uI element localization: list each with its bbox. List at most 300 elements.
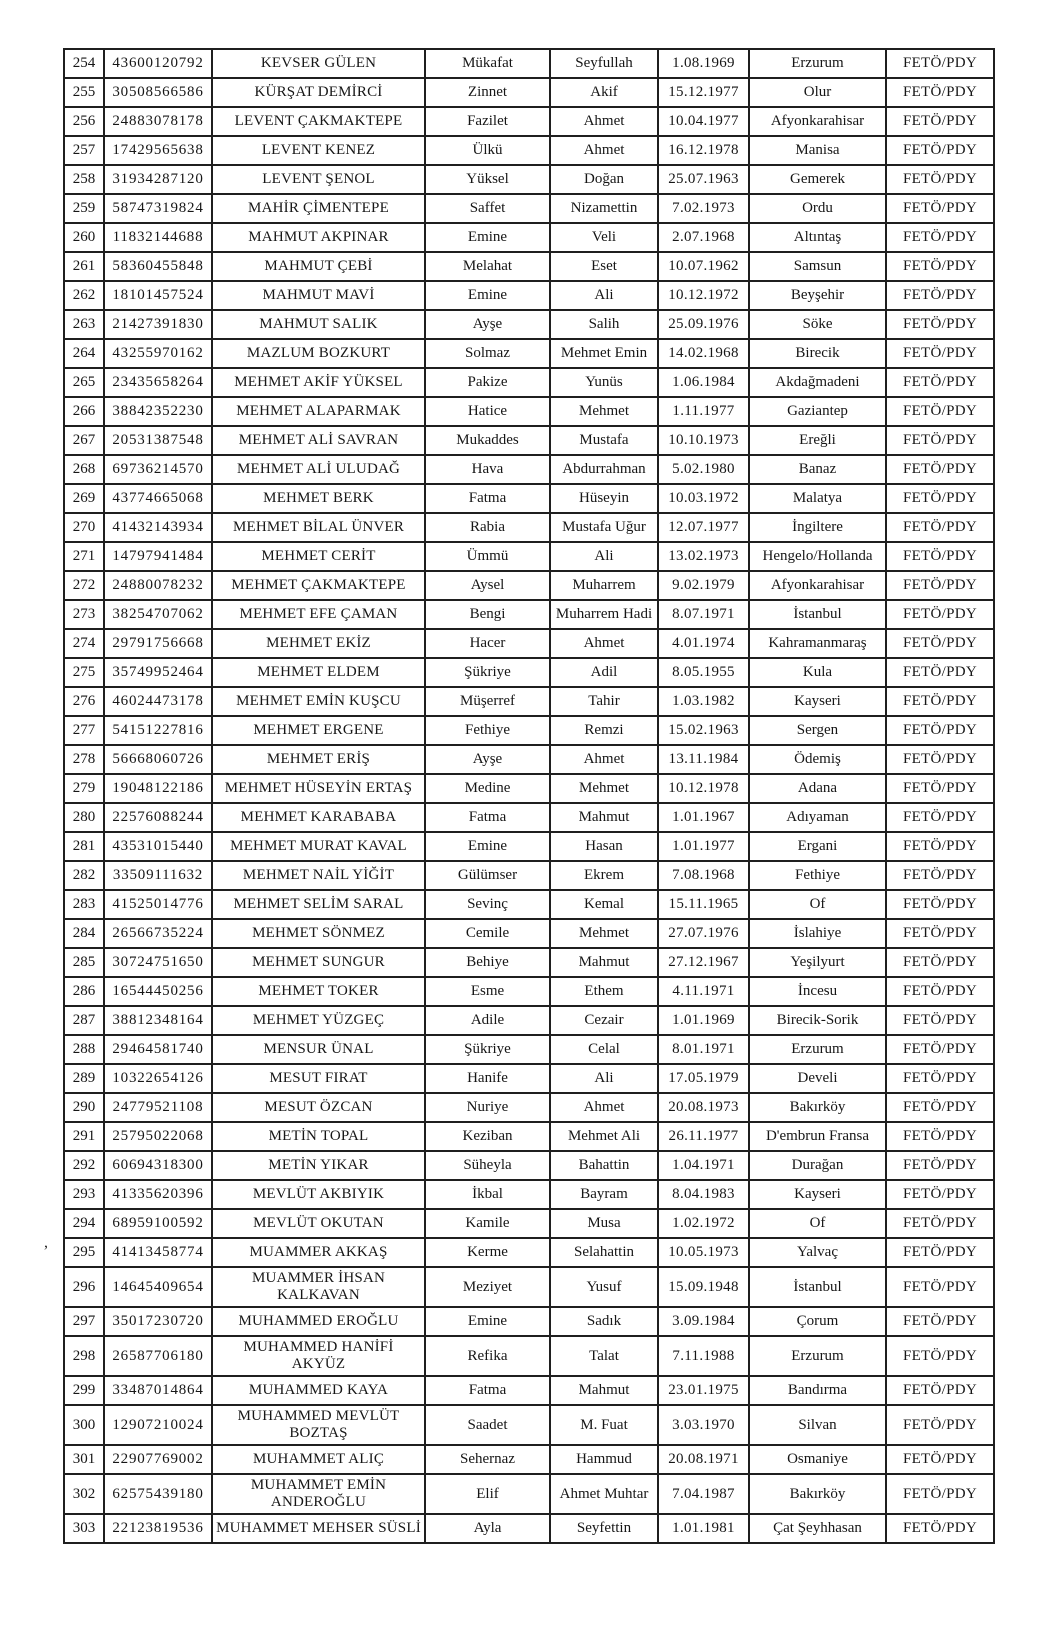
cell-organization: FETÖ/PDY bbox=[886, 1093, 994, 1122]
table-row bbox=[64, 774, 994, 803]
cell-mother-name: Ayşe bbox=[425, 745, 550, 774]
cell-birth-date: 8.04.1983 bbox=[658, 1180, 749, 1209]
cell-birth-date: 3.03.1970 bbox=[658, 1405, 749, 1445]
cell-full-name: MEHMET HÜSEYİN ERTAŞ bbox=[212, 774, 425, 803]
cell-father-name: Celal bbox=[550, 1035, 658, 1064]
table-row bbox=[64, 1093, 994, 1122]
cell-birth-date: 7.08.1968 bbox=[658, 861, 749, 890]
cell-father-name: Musa bbox=[550, 1209, 658, 1238]
cell-national-id: 54151227816 bbox=[104, 716, 212, 745]
cell-father-name: Mustafa Uğur bbox=[550, 513, 658, 542]
cell-birth-place: İstanbul bbox=[749, 1267, 886, 1307]
cell-mother-name: Fatma bbox=[425, 484, 550, 513]
cell-father-name: Mehmet Emin bbox=[550, 339, 658, 368]
cell-full-name: MEHMET EFE ÇAMAN bbox=[212, 600, 425, 629]
table-row bbox=[64, 687, 994, 716]
cell-father-name: Hasan bbox=[550, 832, 658, 861]
cell-national-id: 38842352230 bbox=[104, 397, 212, 426]
cell-national-id: 35749952464 bbox=[104, 658, 212, 687]
cell-organization: FETÖ/PDY bbox=[886, 513, 994, 542]
cell-national-id: 33509111632 bbox=[104, 861, 212, 890]
cell-birth-place: Çorum bbox=[749, 1307, 886, 1336]
cell-full-name: MEHMET KARABABA bbox=[212, 803, 425, 832]
cell-birth-date: 7.04.1987 bbox=[658, 1474, 749, 1514]
cell-mother-name: Kamile bbox=[425, 1209, 550, 1238]
cell-full-name: MEHMET ALAPARMAK bbox=[212, 397, 425, 426]
cell-row-number: 256 bbox=[64, 107, 104, 136]
cell-national-id: 25795022068 bbox=[104, 1122, 212, 1151]
cell-mother-name: Hanife bbox=[425, 1064, 550, 1093]
cell-mother-name: Ayşe bbox=[425, 310, 550, 339]
cell-row-number: 302 bbox=[64, 1474, 104, 1514]
cell-mother-name: Aysel bbox=[425, 571, 550, 600]
cell-birth-date: 1.01.1981 bbox=[658, 1514, 749, 1543]
cell-national-id: 43774665068 bbox=[104, 484, 212, 513]
cell-organization: FETÖ/PDY bbox=[886, 1307, 994, 1336]
cell-mother-name: Medine bbox=[425, 774, 550, 803]
cell-national-id: 14797941484 bbox=[104, 542, 212, 571]
cell-national-id: 33487014864 bbox=[104, 1376, 212, 1405]
cell-birth-place: Olur bbox=[749, 78, 886, 107]
cell-full-name: METİN TOPAL bbox=[212, 1122, 425, 1151]
cell-national-id: 16544450256 bbox=[104, 977, 212, 1006]
cell-row-number: 276 bbox=[64, 687, 104, 716]
cell-row-number: 297 bbox=[64, 1307, 104, 1336]
cell-mother-name: Fatma bbox=[425, 1376, 550, 1405]
cell-row-number: 285 bbox=[64, 948, 104, 977]
cell-national-id: 26587706180 bbox=[104, 1336, 212, 1376]
cell-row-number: 300 bbox=[64, 1405, 104, 1445]
cell-birth-place: Yeşilyurt bbox=[749, 948, 886, 977]
cell-father-name: Selahattin bbox=[550, 1238, 658, 1267]
cell-birth-place: Çat Şeyhhasan bbox=[749, 1514, 886, 1543]
cell-mother-name: İkbal bbox=[425, 1180, 550, 1209]
cell-organization: FETÖ/PDY bbox=[886, 78, 994, 107]
cell-organization: FETÖ/PDY bbox=[886, 397, 994, 426]
cell-birth-date: 1.01.1969 bbox=[658, 1006, 749, 1035]
cell-birth-date: 4.01.1974 bbox=[658, 629, 749, 658]
cell-father-name: Nizamettin bbox=[550, 194, 658, 223]
cell-national-id: 58360455848 bbox=[104, 252, 212, 281]
cell-full-name: MEVLÜT OKUTAN bbox=[212, 1209, 425, 1238]
table-row bbox=[64, 252, 994, 281]
cell-birth-date: 1.08.1969 bbox=[658, 49, 749, 78]
table-row bbox=[64, 542, 994, 571]
cell-row-number: 271 bbox=[64, 542, 104, 571]
cell-birth-date: 10.03.1972 bbox=[658, 484, 749, 513]
cell-organization: FETÖ/PDY bbox=[886, 310, 994, 339]
table-row bbox=[64, 919, 994, 948]
cell-mother-name: Pakize bbox=[425, 368, 550, 397]
cell-father-name: Hüseyin bbox=[550, 484, 658, 513]
cell-father-name: Muharrem bbox=[550, 571, 658, 600]
cell-birth-date: 7.11.1988 bbox=[658, 1336, 749, 1376]
cell-organization: FETÖ/PDY bbox=[886, 426, 994, 455]
cell-mother-name: Şükriye bbox=[425, 1035, 550, 1064]
table-row bbox=[64, 658, 994, 687]
cell-birth-date: 2.07.1968 bbox=[658, 223, 749, 252]
cell-national-id: 30508566586 bbox=[104, 78, 212, 107]
table-row bbox=[64, 1405, 994, 1445]
cell-organization: FETÖ/PDY bbox=[886, 1336, 994, 1376]
cell-mother-name: Sehernaz bbox=[425, 1445, 550, 1474]
cell-national-id: 22576088244 bbox=[104, 803, 212, 832]
cell-mother-name: Sevinç bbox=[425, 890, 550, 919]
table-row bbox=[64, 1474, 994, 1514]
cell-organization: FETÖ/PDY bbox=[886, 745, 994, 774]
cell-national-id: 11832144688 bbox=[104, 223, 212, 252]
cell-row-number: 277 bbox=[64, 716, 104, 745]
table-row bbox=[64, 223, 994, 252]
cell-full-name: MUHAMMED KAYA bbox=[212, 1376, 425, 1405]
cell-father-name: Mehmet Ali bbox=[550, 1122, 658, 1151]
cell-mother-name: Ümmü bbox=[425, 542, 550, 571]
cell-national-id: 41335620396 bbox=[104, 1180, 212, 1209]
cell-father-name: Mehmet bbox=[550, 774, 658, 803]
cell-birth-place: Afyonkarahisar bbox=[749, 107, 886, 136]
cell-national-id: 22123819536 bbox=[104, 1514, 212, 1543]
cell-national-id: 62575439180 bbox=[104, 1474, 212, 1514]
cell-national-id: 35017230720 bbox=[104, 1307, 212, 1336]
cell-row-number: 292 bbox=[64, 1151, 104, 1180]
cell-national-id: 10322654126 bbox=[104, 1064, 212, 1093]
table-row bbox=[64, 1035, 994, 1064]
cell-row-number: 265 bbox=[64, 368, 104, 397]
cell-mother-name: Fatma bbox=[425, 803, 550, 832]
table-row bbox=[64, 1006, 994, 1035]
cell-national-id: 69736214570 bbox=[104, 455, 212, 484]
cell-row-number: 272 bbox=[64, 571, 104, 600]
cell-birth-date: 20.08.1971 bbox=[658, 1445, 749, 1474]
cell-full-name: MUHAMMET MEHSER SÜSLİ bbox=[212, 1514, 425, 1543]
cell-organization: FETÖ/PDY bbox=[886, 1035, 994, 1064]
cell-full-name: KÜRŞAT DEMİRCİ bbox=[212, 78, 425, 107]
table-row bbox=[64, 832, 994, 861]
cell-organization: FETÖ/PDY bbox=[886, 629, 994, 658]
cell-national-id: 46024473178 bbox=[104, 687, 212, 716]
table-row bbox=[64, 948, 994, 977]
table-body bbox=[64, 49, 994, 1543]
cell-row-number: 299 bbox=[64, 1376, 104, 1405]
cell-father-name: Akif bbox=[550, 78, 658, 107]
cell-national-id: 14645409654 bbox=[104, 1267, 212, 1307]
cell-father-name: Mehmet bbox=[550, 919, 658, 948]
cell-birth-place: Fethiye bbox=[749, 861, 886, 890]
cell-father-name: Muharrem Hadi bbox=[550, 600, 658, 629]
cell-full-name: MEHMET YÜZGEÇ bbox=[212, 1006, 425, 1035]
cell-row-number: 286 bbox=[64, 977, 104, 1006]
cell-national-id: 26566735224 bbox=[104, 919, 212, 948]
cell-organization: FETÖ/PDY bbox=[886, 658, 994, 687]
cell-row-number: 275 bbox=[64, 658, 104, 687]
cell-birth-place: Osmaniye bbox=[749, 1445, 886, 1474]
cell-full-name: MAHMUT AKPINAR bbox=[212, 223, 425, 252]
cell-father-name: Tahir bbox=[550, 687, 658, 716]
table-row bbox=[64, 194, 994, 223]
cell-full-name: MEHMET BERK bbox=[212, 484, 425, 513]
cell-row-number: 267 bbox=[64, 426, 104, 455]
cell-father-name: Ahmet bbox=[550, 136, 658, 165]
table-row bbox=[64, 1336, 994, 1376]
table-row bbox=[64, 803, 994, 832]
cell-organization: FETÖ/PDY bbox=[886, 281, 994, 310]
cell-row-number: 261 bbox=[64, 252, 104, 281]
cell-father-name: Ethem bbox=[550, 977, 658, 1006]
cell-birth-place: Erzurum bbox=[749, 49, 886, 78]
cell-birth-place: Durağan bbox=[749, 1151, 886, 1180]
cell-row-number: 266 bbox=[64, 397, 104, 426]
cell-birth-date: 3.09.1984 bbox=[658, 1307, 749, 1336]
cell-father-name: M. Fuat bbox=[550, 1405, 658, 1445]
cell-national-id: 24883078178 bbox=[104, 107, 212, 136]
cell-full-name: MEHMET ERGENE bbox=[212, 716, 425, 745]
cell-row-number: 269 bbox=[64, 484, 104, 513]
cell-national-id: 30724751650 bbox=[104, 948, 212, 977]
table-row bbox=[64, 600, 994, 629]
table-row bbox=[64, 1267, 994, 1307]
cell-birth-date: 8.07.1971 bbox=[658, 600, 749, 629]
table-row bbox=[64, 368, 994, 397]
cell-mother-name: Behiye bbox=[425, 948, 550, 977]
cell-father-name: Salih bbox=[550, 310, 658, 339]
cell-birth-place: Yalvaç bbox=[749, 1238, 886, 1267]
cell-organization: FETÖ/PDY bbox=[886, 1267, 994, 1307]
cell-father-name: Eset bbox=[550, 252, 658, 281]
cell-organization: FETÖ/PDY bbox=[886, 1238, 994, 1267]
cell-row-number: 280 bbox=[64, 803, 104, 832]
cell-mother-name: Solmaz bbox=[425, 339, 550, 368]
cell-national-id: 38254707062 bbox=[104, 600, 212, 629]
cell-mother-name: Kerme bbox=[425, 1238, 550, 1267]
cell-row-number: 294 bbox=[64, 1209, 104, 1238]
cell-full-name: MEHMET EMİN KUŞCU bbox=[212, 687, 425, 716]
cell-organization: FETÖ/PDY bbox=[886, 1514, 994, 1543]
table-row bbox=[64, 136, 994, 165]
cell-birth-place: Kayseri bbox=[749, 1180, 886, 1209]
cell-row-number: 298 bbox=[64, 1336, 104, 1376]
cell-organization: FETÖ/PDY bbox=[886, 1405, 994, 1445]
cell-row-number: 282 bbox=[64, 861, 104, 890]
margin-stray-mark: , bbox=[44, 1234, 48, 1251]
cell-full-name: MEHMET SÖNMEZ bbox=[212, 919, 425, 948]
cell-mother-name: Rabia bbox=[425, 513, 550, 542]
table-row bbox=[64, 571, 994, 600]
cell-full-name: MEHMET EKİZ bbox=[212, 629, 425, 658]
cell-row-number: 274 bbox=[64, 629, 104, 658]
cell-birth-date: 25.07.1963 bbox=[658, 165, 749, 194]
table-row bbox=[64, 861, 994, 890]
cell-birth-place: Birecik bbox=[749, 339, 886, 368]
cell-row-number: 303 bbox=[64, 1514, 104, 1543]
cell-mother-name: Nuriye bbox=[425, 1093, 550, 1122]
cell-father-name: Ahmet bbox=[550, 1093, 658, 1122]
cell-mother-name: Ülkü bbox=[425, 136, 550, 165]
cell-full-name: MAZLUM BOZKURT bbox=[212, 339, 425, 368]
cell-organization: FETÖ/PDY bbox=[886, 194, 994, 223]
cell-organization: FETÖ/PDY bbox=[886, 1474, 994, 1514]
table-row bbox=[64, 716, 994, 745]
table-row bbox=[64, 484, 994, 513]
cell-mother-name: Mukaddes bbox=[425, 426, 550, 455]
cell-birth-date: 1.04.1971 bbox=[658, 1151, 749, 1180]
cell-full-name: MAHİR ÇİMENTEPE bbox=[212, 194, 425, 223]
cell-birth-place: Manisa bbox=[749, 136, 886, 165]
cell-organization: FETÖ/PDY bbox=[886, 600, 994, 629]
cell-organization: FETÖ/PDY bbox=[886, 977, 994, 1006]
cell-mother-name: Adile bbox=[425, 1006, 550, 1035]
table-row bbox=[64, 1122, 994, 1151]
cell-birth-date: 12.07.1977 bbox=[658, 513, 749, 542]
cell-organization: FETÖ/PDY bbox=[886, 861, 994, 890]
cell-father-name: Abdurrahman bbox=[550, 455, 658, 484]
cell-organization: FETÖ/PDY bbox=[886, 571, 994, 600]
cell-birth-place: Malatya bbox=[749, 484, 886, 513]
cell-birth-date: 10.12.1978 bbox=[658, 774, 749, 803]
cell-mother-name: Fazilet bbox=[425, 107, 550, 136]
cell-row-number: 296 bbox=[64, 1267, 104, 1307]
cell-row-number: 288 bbox=[64, 1035, 104, 1064]
cell-mother-name: Cemile bbox=[425, 919, 550, 948]
cell-full-name: MEHMET BİLAL ÜNVER bbox=[212, 513, 425, 542]
cell-full-name: MEHMET ERİŞ bbox=[212, 745, 425, 774]
cell-organization: FETÖ/PDY bbox=[886, 1209, 994, 1238]
cell-mother-name: Hatice bbox=[425, 397, 550, 426]
cell-national-id: 20531387548 bbox=[104, 426, 212, 455]
cell-birth-place: Of bbox=[749, 890, 886, 919]
cell-row-number: 257 bbox=[64, 136, 104, 165]
cell-father-name: Ahmet Muhtar bbox=[550, 1474, 658, 1514]
cell-mother-name: Refika bbox=[425, 1336, 550, 1376]
cell-organization: FETÖ/PDY bbox=[886, 1006, 994, 1035]
cell-mother-name: Mükafat bbox=[425, 49, 550, 78]
cell-birth-date: 1.01.1977 bbox=[658, 832, 749, 861]
cell-father-name: Adil bbox=[550, 658, 658, 687]
cell-birth-place: Adıyaman bbox=[749, 803, 886, 832]
cell-mother-name: Şükriye bbox=[425, 658, 550, 687]
cell-full-name: LEVENT ŞENOL bbox=[212, 165, 425, 194]
cell-row-number: 289 bbox=[64, 1064, 104, 1093]
cell-father-name: Ali bbox=[550, 1064, 658, 1093]
cell-birth-place: Banaz bbox=[749, 455, 886, 484]
table-row bbox=[64, 513, 994, 542]
cell-birth-date: 4.11.1971 bbox=[658, 977, 749, 1006]
cell-full-name: MEHMET CERİT bbox=[212, 542, 425, 571]
cell-father-name: Mehmet bbox=[550, 397, 658, 426]
cell-birth-place: Altıntaş bbox=[749, 223, 886, 252]
cell-organization: FETÖ/PDY bbox=[886, 49, 994, 78]
cell-organization: FETÖ/PDY bbox=[886, 1445, 994, 1474]
cell-organization: FETÖ/PDY bbox=[886, 368, 994, 397]
cell-row-number: 270 bbox=[64, 513, 104, 542]
cell-mother-name: Zinnet bbox=[425, 78, 550, 107]
cell-national-id: 29464581740 bbox=[104, 1035, 212, 1064]
cell-birth-place: Erzurum bbox=[749, 1035, 886, 1064]
cell-father-name: Ali bbox=[550, 281, 658, 310]
cell-full-name: MEHMET MURAT KAVAL bbox=[212, 832, 425, 861]
cell-row-number: 278 bbox=[64, 745, 104, 774]
cell-national-id: 41432143934 bbox=[104, 513, 212, 542]
cell-birth-date: 23.01.1975 bbox=[658, 1376, 749, 1405]
cell-birth-place: Kayseri bbox=[749, 687, 886, 716]
cell-full-name: MUHAMMET ALIÇ bbox=[212, 1445, 425, 1474]
cell-full-name: MAHMUT SALIK bbox=[212, 310, 425, 339]
table-row bbox=[64, 49, 994, 78]
cell-father-name: Mahmut bbox=[550, 948, 658, 977]
cell-birth-date: 5.02.1980 bbox=[658, 455, 749, 484]
table-row bbox=[64, 339, 994, 368]
cell-organization: FETÖ/PDY bbox=[886, 136, 994, 165]
cell-birth-place: D'embrun Fransa bbox=[749, 1122, 886, 1151]
cell-father-name: Yunüs bbox=[550, 368, 658, 397]
cell-row-number: 284 bbox=[64, 919, 104, 948]
cell-row-number: 273 bbox=[64, 600, 104, 629]
cell-birth-place: Afyonkarahisar bbox=[749, 571, 886, 600]
cell-row-number: 281 bbox=[64, 832, 104, 861]
cell-national-id: 41525014776 bbox=[104, 890, 212, 919]
cell-birth-place: İslahiye bbox=[749, 919, 886, 948]
cell-birth-date: 15.12.1977 bbox=[658, 78, 749, 107]
cell-birth-place: Söke bbox=[749, 310, 886, 339]
cell-birth-place: Kahramanmaraş bbox=[749, 629, 886, 658]
cell-full-name: MUHAMMET EMİN ANDEROĞLU bbox=[212, 1474, 425, 1514]
cell-birth-place: Beyşehir bbox=[749, 281, 886, 310]
cell-birth-place: Of bbox=[749, 1209, 886, 1238]
cell-birth-place: Gemerek bbox=[749, 165, 886, 194]
personnel-table bbox=[63, 48, 995, 1544]
cell-mother-name: Hacer bbox=[425, 629, 550, 658]
table-row bbox=[64, 1151, 994, 1180]
cell-birth-date: 8.01.1971 bbox=[658, 1035, 749, 1064]
cell-organization: FETÖ/PDY bbox=[886, 716, 994, 745]
cell-organization: FETÖ/PDY bbox=[886, 455, 994, 484]
cell-mother-name: Fethiye bbox=[425, 716, 550, 745]
cell-row-number: 264 bbox=[64, 339, 104, 368]
cell-organization: FETÖ/PDY bbox=[886, 1122, 994, 1151]
table-row bbox=[64, 1209, 994, 1238]
cell-father-name: Cezair bbox=[550, 1006, 658, 1035]
cell-mother-name: Meziyet bbox=[425, 1267, 550, 1307]
cell-birth-place: Ereğli bbox=[749, 426, 886, 455]
cell-father-name: Hammud bbox=[550, 1445, 658, 1474]
cell-father-name: Bahattin bbox=[550, 1151, 658, 1180]
table-row bbox=[64, 455, 994, 484]
cell-father-name: Doğan bbox=[550, 165, 658, 194]
cell-organization: FETÖ/PDY bbox=[886, 1376, 994, 1405]
cell-full-name: MEHMET NAİL YİĞİT bbox=[212, 861, 425, 890]
cell-birth-date: 10.10.1973 bbox=[658, 426, 749, 455]
cell-birth-place: Ödemiş bbox=[749, 745, 886, 774]
cell-birth-place: Kula bbox=[749, 658, 886, 687]
cell-mother-name: Melahat bbox=[425, 252, 550, 281]
cell-organization: FETÖ/PDY bbox=[886, 484, 994, 513]
cell-father-name: Kemal bbox=[550, 890, 658, 919]
cell-full-name: MUHAMMED HANİFİ AKYÜZ bbox=[212, 1336, 425, 1376]
cell-mother-name: Keziban bbox=[425, 1122, 550, 1151]
cell-row-number: 255 bbox=[64, 78, 104, 107]
cell-birth-date: 8.05.1955 bbox=[658, 658, 749, 687]
cell-row-number: 262 bbox=[64, 281, 104, 310]
cell-birth-date: 1.02.1972 bbox=[658, 1209, 749, 1238]
cell-organization: FETÖ/PDY bbox=[886, 339, 994, 368]
table-row bbox=[64, 1514, 994, 1543]
cell-father-name: Seyfullah bbox=[550, 49, 658, 78]
cell-mother-name: Emine bbox=[425, 1307, 550, 1336]
cell-father-name: Ahmet bbox=[550, 107, 658, 136]
cell-birth-place: Sergen bbox=[749, 716, 886, 745]
cell-row-number: 279 bbox=[64, 774, 104, 803]
cell-birth-date: 10.12.1972 bbox=[658, 281, 749, 310]
cell-row-number: 301 bbox=[64, 1445, 104, 1474]
